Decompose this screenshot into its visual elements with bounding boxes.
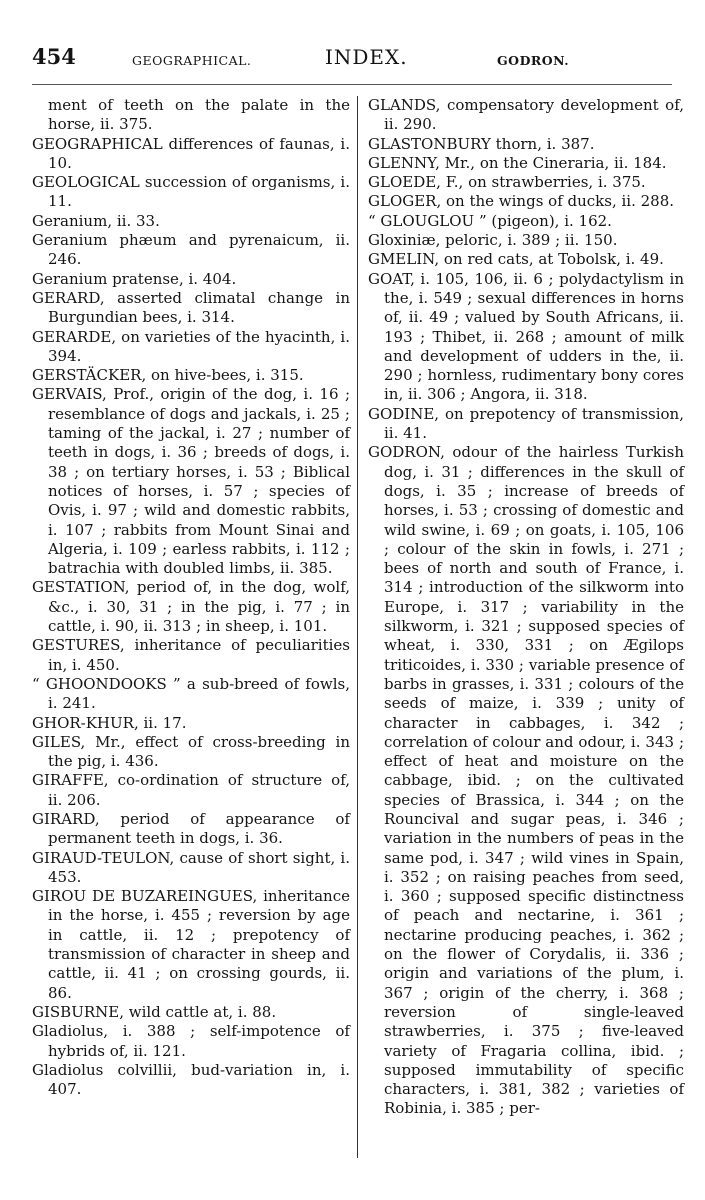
index-entry: GLOEDE, F., on strawberries, i. 375. [368,173,646,192]
index-entry: GIRARD, period of appearance of permanent teeth in dogs, i. 36. [32,809,350,848]
index-entry: GLOGER, on the wings of ducks, ii. 288. [368,192,675,211]
left-column [32,96,350,1099]
index-entry: GIRAUD-TEULON, cause of short sight, i. 453. [32,848,350,886]
index-entry: Gloxiniæ, peloric, i. 389 ; ii. 150. [368,231,618,250]
page-number: 454 [32,44,76,69]
index-entry: GESTATION, period of, in the dog, wolf, &c., i. 30, 31 ; in the pig, i. 77 ; in cattle, i. 90, ii. 313 ; in sheep, i. 101. [32,578,350,636]
running-head-left: GEOGRAPHICAL. [132,53,252,68]
index-entry: GERSTÄCKER, on hive-bees, i. 315. [32,366,304,385]
index-entry: GODINE, on prepotency of transmission, ii. 41. [368,404,684,443]
column-divider [357,96,358,1158]
index-entry: GLENNY, Mr., on the Cineraria, ii. 184. [368,153,667,172]
index-entry: GESTURES, inheritance of peculiarities in, i. 450. [32,636,350,674]
index-entry: GLASTONBURY thorn, i. 387. [368,134,595,153]
header-rule [32,84,672,85]
index-entry: GERARD, asserted climatal change in Burgundian bees, i. 314. [32,288,350,327]
running-head-title: INDEX. [325,45,408,69]
index-entry: GOAT, i. 105, 106, ii. 6 ; polydactylism in the, i. 549 ; sexual differences in horns of, ii. 49 ; valued by South Africans, ii. 193 ; Thibet, ii. 268 ; amount of milk and development of udders in the, ii. 290 ; hornless, rudimentary bony cores in, ii. 306 ; Angora, ii. 318. [368,269,684,404]
index-entry: GERVAIS, Prof., origin of the dog, i. 16 ; resemblance of dogs and jackals, i. 25 ; taming of the jackal, i. 27 ; number of teeth in dogs, i. 36 ; breeds of dogs, i. 38 ; on tertiary horses, i. 53 ; Biblical notices of horses, i. 57 ; species of Ovis, i. 97 ; wild and domestic rabbits, i. 107 ; rabbits from Mount Sinai and Algeria, i. 109 ; earless rabbits, i. 112 ; batrachia with doubled limbs, ii. 385. [32,385,350,578]
index-entry: Geranium, ii. 33. [32,211,160,230]
index-entry: GISBURNE, wild cattle at, i. 88. [32,1002,277,1021]
running-head-right: GODRON. [497,53,570,68]
index-entry: GLANDS, compensatory development of, ii. 290. [368,96,684,134]
index-entry: Gladiolus, i. 388 ; self-impotence of hybrids of, ii. 121. [32,1022,350,1060]
index-entry: ment of teeth on the palate in the horse, ii. 375. [48,96,350,134]
index-entry: GHOR-KHUR, ii. 17. [32,713,187,732]
index-entry: Geranium phæum and pyrenaicum, ii. 246. [32,231,350,269]
page-header [32,44,672,76]
index-entry: GIRAFFE, co-ordination of structure of, ii. 206. [32,771,350,809]
index-entry: Geranium pratense, i. 404. [32,269,237,288]
index-entry: GEOGRAPHICAL differences of faunas, i. 10. [32,134,350,172]
index-entry: GMELIN, on red cats, at Tobolsk, i. 49. [368,250,664,269]
index-entry: “ GHOONDOOKS ” a sub-breed of fowls, i. 241. [32,674,350,713]
index-entry: GILES, Mr., effect of cross-breeding in the pig, i. 436. [32,732,350,771]
index-entry: GIROU DE BUZAREINGUES, inheritance in the horse, i. 455 ; reversion by age in cattle, ii. 12 ; prepotency of transmission of character in sheep and cattle, ii. 41 ; on crossing gourds, ii. 86. [32,887,350,1002]
index-entry: Gladiolus colvillii, bud-variation in, i. 407. [32,1060,350,1099]
index-entry: “ GLOUGLOU ” (pigeon), i. 162. [368,211,612,230]
index-entry: GERARDE, on varieties of the hyacinth, i. 394. [32,327,350,365]
index-entry: GODRON, odour of the hairless Turkish dog, i. 31 ; differences in the skull of dogs, i. 35 ; increase of breeds of horses, i. 53 ; crossing of domestic and wild swine, i. 69 ; on goats, i. 105, 106 ; colour of the skin in fowls, i. 271 ; bees of north and south of France, i. 314 ; introduction of the silkworm into Europe, i. 317 ; variability in the silkworm, i. 321 ; supposed species of wheat, i. 330, 331 ; on Ægilops triticoides, i. 330 ; variable presence of barbs in grasses, i. 331 ; colours of the seeds of maize, i. 339 ; unity of character in cabbages, i. 342 ; correlation of colour and odour, i. 343 ; effect of heat and moisture on the cabbage, ibid. ; on the cultivated species of Brassica, i. 344 ; on the Rouncival and sugar peas, i. 346 ; variation in the numbers of peas in the same pod, i. 347 ; wild vines in Spain, i. 352 ; on raising peaches from seed, i. 360 ; supposed specific distinctness of peach and nectarine, i. 361 ; nectarine producing peaches, i. 362 ; on the flower of Corydalis, ii. 336 ; origin and variations of the plum, i. 367 ; origin of the cherry, i. 368 ; reversion of single-leaved strawberries, i. 375 ; five-leaved variety of Fragaria collina, ibid. ; supposed immutability of specific characters, i. 381, 382 ; varieties of Robinia, i. 385 ; per- [368,443,684,1118]
index-entry: GEOLOGICAL succession of organisms, i. 11. [32,173,350,211]
right-column [368,96,684,1119]
